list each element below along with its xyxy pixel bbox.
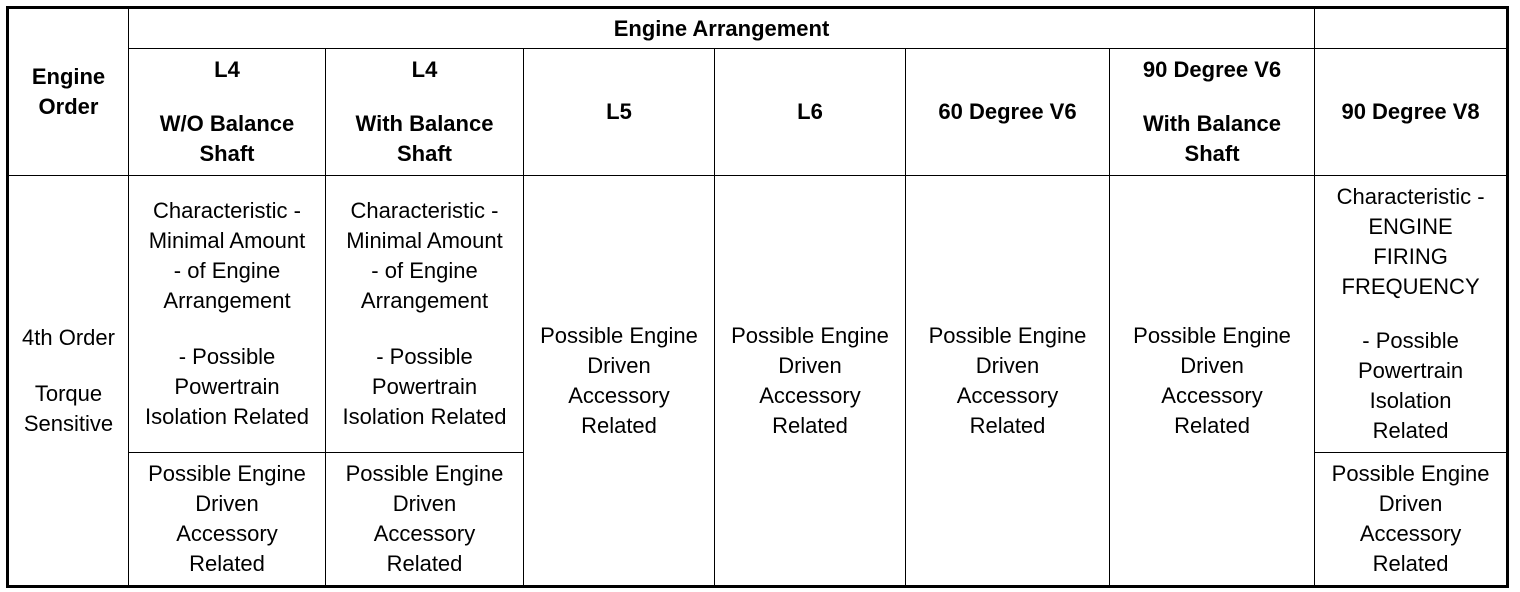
engine-order-table	[6, 6, 1509, 588]
l4-wo-balance-accessory: Possible Engine Driven Accessory Related	[129, 453, 326, 587]
l4-with-balance-accessory: Possible Engine Driven Accessory Related	[326, 453, 524, 587]
v8-characteristic: Characteristic - ENGINE FIRING FREQUENCY - Possible Powertrain Isolation Related	[1315, 176, 1508, 453]
engine-order-header: Engine Order	[8, 8, 129, 176]
col-l4-with-balance: L4 With Balance Shaft	[326, 49, 524, 176]
col-l5: L5	[524, 49, 715, 176]
order-cell-4th: 4th Order Torque Sensitive	[8, 176, 129, 587]
empty-header-cell	[1315, 8, 1508, 49]
v8-accessory: Possible Engine Driven Accessory Related	[1315, 453, 1508, 587]
l4-wo-balance-characteristic: Characteristic - Minimal Amount - of Engine Arrangement - Possible Powertrain Isolation Related	[129, 176, 326, 453]
col-l4-wo-balance: L4 W/O Balance Shaft	[129, 49, 326, 176]
col-60-degree-v6: 60 Degree V6	[906, 49, 1110, 176]
col-l6: L6	[715, 49, 906, 176]
engine-arrangement-header: Engine Arrangement	[129, 8, 1315, 49]
l6-accessory: Possible Engine Driven Accessory Related	[715, 176, 906, 587]
v6-60-accessory: Possible Engine Driven Accessory Related	[906, 176, 1110, 587]
col-90-degree-v8: 90 Degree V8	[1315, 49, 1508, 176]
l5-accessory: Possible Engine Driven Accessory Related	[524, 176, 715, 587]
l4-with-balance-characteristic: Characteristic - Minimal Amount - of Engine Arrangement - Possible Powertrain Isolation Related	[326, 176, 524, 453]
col-90-degree-v6-balance: 90 Degree V6 With Balance Shaft	[1110, 49, 1315, 176]
v6-90-accessory: Possible Engine Driven Accessory Related	[1110, 176, 1315, 587]
